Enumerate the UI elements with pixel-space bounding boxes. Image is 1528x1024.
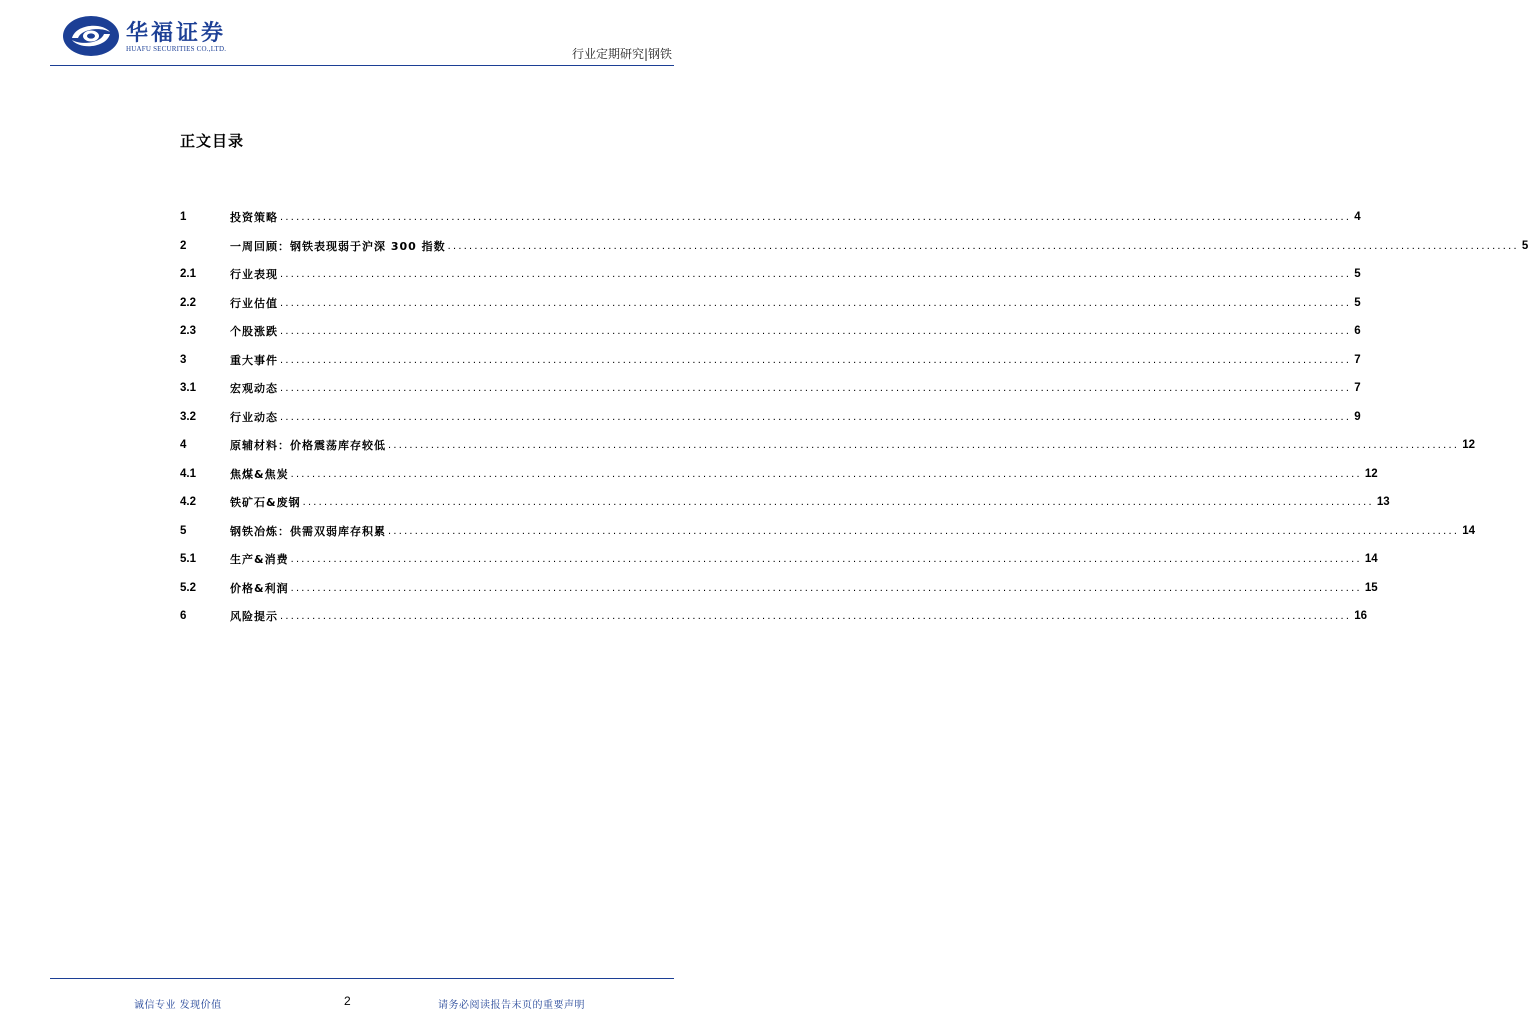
toc-dot-leader: ........................................................................................................................................................................................................ [290,467,1362,480]
toc-dot-leader: ........................................................................................................................................................................................................ [388,524,1460,537]
toc-entry[interactable] [180,488,1390,517]
toc-entry-number: 2.1 [180,268,196,281]
toc-entry-page[interactable]: 16 [1354,610,1368,623]
toc-entry-page[interactable]: 6 [1354,325,1361,338]
toc-entry-page[interactable]: 13 [1376,496,1390,509]
footer-disclaimer-note: 请务必阅读报告末页的重要声明 [438,1000,585,1011]
toc-entry-page[interactable]: 12 [1364,467,1378,480]
toc-entry-number: 6 [180,610,187,623]
toc-dot-leader: ........................................................................................................................................................................................................ [290,581,1362,594]
toc-entry-page[interactable]: 9 [1354,410,1361,423]
toc-entry-title[interactable]: 一周回顾：钢铁表现弱于沪深 300 指数 [230,239,446,253]
toc-entry-title[interactable]: 个股涨跌 [230,325,278,339]
toc-entry-number: 3.2 [180,410,196,423]
toc-entry[interactable] [180,374,1361,403]
report-type-label: 行业定期研究|钢铁 [571,47,672,61]
toc-entry-number: 4.1 [180,467,196,480]
footer-divider [50,978,674,979]
toc-entry-title[interactable]: 重大事件 [230,353,278,367]
toc-dot-leader: ........................................................................................................................................................................................................ [302,496,1374,509]
toc-entry[interactable] [180,460,1378,489]
toc-entry-title[interactable]: 投资策略 [230,211,278,225]
toc-entry-page[interactable]: 7 [1354,353,1361,366]
toc-entry-number: 2.2 [180,296,196,309]
toc-entry[interactable] [180,602,1368,631]
toc-entry-number: 2.3 [180,325,196,338]
toc-entry-title[interactable]: 原辅材料：价格震荡库存较低 [230,439,386,453]
toc-entry-title[interactable]: 行业估值 [230,296,278,310]
toc-entry-number: 4.2 [180,496,196,509]
toc-entry-page[interactable]: 14 [1364,553,1378,566]
toc-entry[interactable] [180,346,1361,375]
footer-slogan: 诚信专业 发现价值 [134,1000,222,1011]
toc-entry[interactable] [180,545,1378,574]
toc-entry-title[interactable]: 生产&消费 [230,553,289,567]
huafu-logo-icon [62,14,120,58]
toc-entry-title[interactable]: 铁矿石&废钢 [230,496,301,510]
toc-dot-leader: ........................................................................................................................................................................................................ [280,296,1352,309]
toc-entry-number: 5.1 [180,553,196,566]
toc-dot-leader: ........................................................................................................................................................................................................ [280,610,1352,623]
toc-entry-page[interactable]: 4 [1354,211,1361,224]
toc-entry-number: 1 [180,211,187,224]
toc-entry-page[interactable]: 5 [1521,239,1528,252]
header-divider [50,65,674,66]
toc-entry[interactable] [180,203,1361,232]
toc-title: 正文目录 [180,132,245,150]
toc-dot-leader: ........................................................................................................................................................................................................ [280,353,1352,366]
toc-entry-title[interactable]: 风险提示 [230,610,278,624]
toc-dot-leader: ........................................................................................................................................................................................................ [280,410,1352,423]
toc-entry-number: 5 [180,524,187,537]
toc-entry-title[interactable]: 行业动态 [230,410,278,424]
page-number: 2 [344,994,351,1008]
toc-entry-page[interactable]: 15 [1364,581,1378,594]
toc-entry-title[interactable]: 行业表现 [230,268,278,282]
toc-entry-number: 2 [180,239,187,252]
toc-entry-title[interactable]: 钢铁冶炼：供需双弱库存积累 [230,524,386,538]
toc-entry[interactable] [180,431,1476,460]
toc-dot-leader: ........................................................................................................................................................................................................ [280,211,1352,224]
logo-chinese-name: 华福证券 [126,20,227,46]
page-header [0,0,724,70]
toc-entry[interactable] [180,517,1476,546]
toc-entry[interactable] [180,317,1361,346]
toc-entry-page[interactable]: 12 [1462,439,1476,452]
toc-dot-leader: ........................................................................................................................................................................................................ [447,239,1519,252]
toc-entry-title[interactable]: 焦煤&焦炭 [230,467,289,481]
toc-entry[interactable] [180,289,1361,318]
toc-entry-page[interactable]: 7 [1354,382,1361,395]
toc-entry[interactable] [180,232,1528,261]
toc-entry-number: 5.2 [180,581,196,594]
toc-entry-number: 4 [180,439,187,452]
toc-entry[interactable] [180,574,1378,603]
company-logo [62,14,262,58]
toc-entry-page[interactable]: 5 [1354,296,1361,309]
toc-entry-page[interactable]: 14 [1462,524,1476,537]
toc-dot-leader: ........................................................................................................................................................................................................ [280,382,1352,395]
toc-dot-leader: ........................................................................................................................................................................................................ [280,325,1352,338]
toc-dot-leader: ........................................................................................................................................................................................................ [280,268,1352,281]
toc-entry-title[interactable]: 价格&利润 [230,581,289,595]
toc-entry-title[interactable]: 宏观动态 [230,382,278,396]
toc-dot-leader: ........................................................................................................................................................................................................ [388,439,1460,452]
toc-dot-leader: ........................................................................................................................................................................................................ [290,553,1362,566]
toc-entry-number: 3 [180,353,187,366]
logo-english-name: HUAFU SECURITIES CO.,LTD. [126,45,227,53]
toc-entry-number: 3.1 [180,382,196,395]
table-of-contents [180,203,1528,631]
toc-entry-page[interactable]: 5 [1354,268,1361,281]
toc-entry[interactable] [180,260,1361,289]
toc-entry[interactable] [180,403,1361,432]
